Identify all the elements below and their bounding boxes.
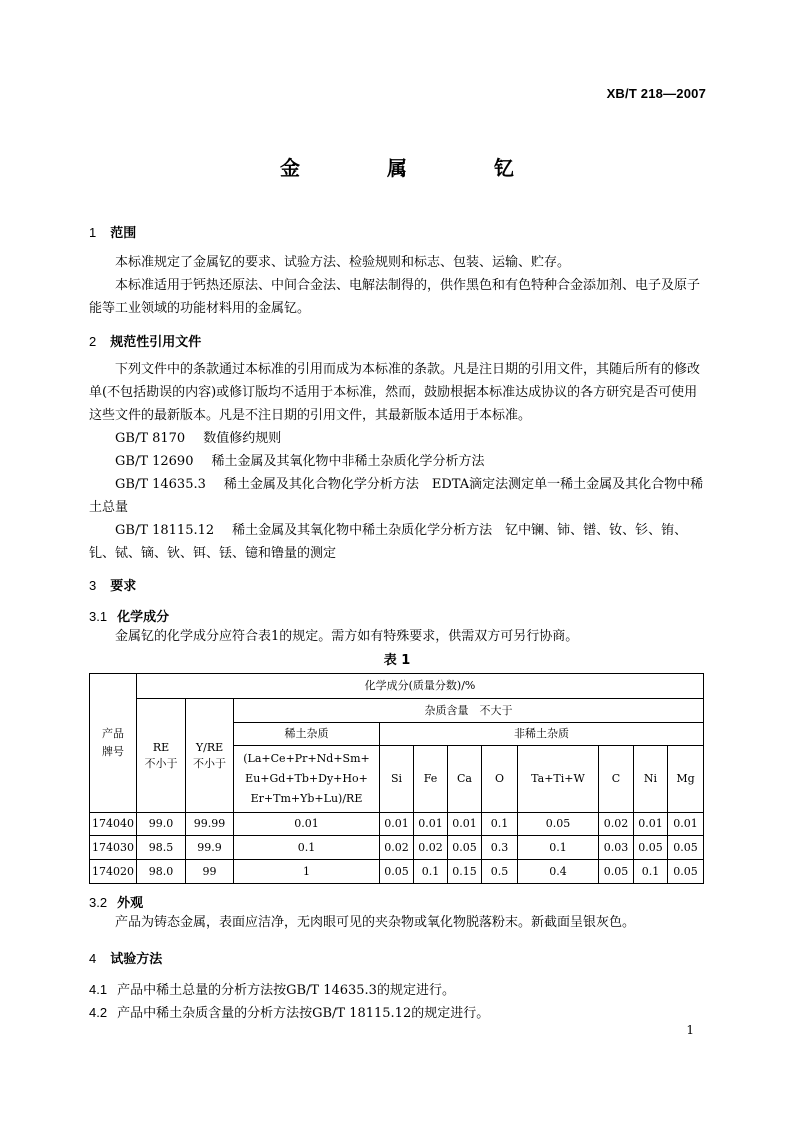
table-row: 174040 99.0 99.99 0.01 0.01 0.01 0.01 0.1 0.05 0.02 0.01 0.01 [90, 813, 704, 836]
chemical-composition-table [89, 673, 704, 884]
header-composition: 化学成分(质量分数)/% [137, 674, 704, 699]
table-row: 174020 98.0 99 1 0.05 0.1 0.15 0.5 0.4 0.05 0.1 0.05 [90, 860, 704, 884]
section-4-heading [89, 948, 162, 967]
reference-code: GB/T 12690 [115, 454, 194, 469]
reference-title: 稀土金属及其氧化物中稀土杂质化学分析方法 钇中镧、铈、镨、钕、钐、铕、钆、铽、镝、钬、铒、铥、镱和镥量的测定 [89, 523, 688, 561]
header-element: C [599, 746, 634, 813]
reference-item [115, 427, 281, 450]
section-number: 4.2 [89, 1005, 108, 1020]
reference-title: 稀土金属及其氧化物中非稀土杂质化学分析方法 [211, 454, 485, 469]
reference-code: GB/T 18115.12 [115, 523, 215, 538]
clause-4-2 [89, 1002, 489, 1021]
section-3-1-heading [89, 606, 169, 625]
table-row: 174030 98.5 99.9 0.1 0.02 0.02 0.05 0.3 0.1 0.03 0.05 0.05 [90, 836, 704, 860]
section-title: 试验方法 [110, 952, 163, 967]
header-rare-impurity: 稀土杂质 [234, 723, 380, 746]
table-caption: 表 1 [383, 653, 411, 668]
header-rare-formula: (La+Ce+Pr+Nd+Sm+ Eu+Gd+Tb+Dy+Ho+ Er+Tm+Yb+Lu)/RE [234, 746, 380, 813]
section-title: 外观 [117, 896, 144, 911]
header-re: RE 不小于 [137, 699, 186, 813]
header-element: Ca [448, 746, 482, 813]
reference-title: 数值修约规则 [203, 431, 282, 446]
section-1-heading [89, 222, 136, 241]
reference-code: GB/T 8170 [115, 431, 186, 446]
section-3-2-heading [89, 892, 143, 911]
section-number: 2 [89, 334, 97, 349]
clause-text: 产品中稀土总量的分析方法按GB/T 14635.3的规定进行。 [117, 983, 455, 998]
section-title: 范围 [110, 226, 137, 241]
paragraph: 下列文件中的条款通过本标准的引用而成为本标准的条款。凡是注日期的引用文件，其随后所有的修改单(不包括勘误的内容)或修订版均不适用于本标准，然而，鼓励根据本标准达成协议的各方研究是否可使用这些文件的最新版本。凡是不注日期的引用文件，其最新版本适用于本标准。 [89, 362, 701, 423]
document-title: 金 属 钇 [280, 156, 554, 180]
header-element: O [482, 746, 518, 813]
standard-code: XB/T 218—2007 [606, 86, 706, 101]
header-impurity: 杂质含量 不大于 [234, 699, 704, 723]
clause-4-1 [89, 979, 455, 998]
clause-text: 产品中稀土杂质含量的分析方法按GB/T 18115.12的规定进行。 [117, 1006, 490, 1021]
section-2-heading [89, 331, 201, 350]
header-element: Mg [668, 746, 704, 813]
section-number: 3.2 [89, 895, 108, 910]
section-title: 规范性引用文件 [110, 335, 202, 350]
paragraph: 本标准规定了金属钇的要求、试验方法、检验规则和标志、包装、运输、贮存。 [115, 255, 571, 270]
header-element: Fe [414, 746, 448, 813]
paragraph: 金属钇的化学成分应符合表1的规定。需方如有特殊要求，供需双方可另行协商。 [115, 629, 579, 644]
section-number: 4.1 [89, 982, 108, 997]
reference-item [115, 450, 485, 473]
section-number: 3.1 [89, 609, 108, 624]
paragraph: 本标准适用于钙热还原法、中间合金法、电解法制得的，供作黑色和有色特种合金添加剂、电子及原子能等工业领域的功能材料用的金属钇。 [89, 278, 701, 316]
section-number: 3 [89, 578, 97, 593]
header-nonrare-impurity: 非稀土杂质 [380, 723, 704, 746]
section-number: 4 [89, 951, 97, 966]
header-grade: 产品牌号 [90, 674, 137, 813]
reference-item [89, 473, 705, 519]
header-element: Si [380, 746, 414, 813]
section-number: 1 [89, 225, 97, 240]
reference-item [89, 519, 705, 565]
header-element: Ta+Ti+W [518, 746, 599, 813]
reference-title: 稀土金属及其化合物化学分析方法 EDTA滴定法测定单一稀土金属及其化合物中稀土总量 [89, 477, 704, 515]
header-element: Ni [634, 746, 668, 813]
section-title: 要求 [110, 579, 137, 594]
reference-code: GB/T 14635.3 [115, 477, 206, 492]
header-y-re: Y/RE 不小于 [186, 699, 234, 813]
section-title: 化学成分 [117, 610, 170, 625]
section-3-heading [89, 575, 136, 594]
paragraph: 产品为铸态金属，表面应洁净，无肉眼可见的夹杂物或氧化物脱落粉末。新截面呈银灰色。 [115, 915, 636, 930]
page-number: 1 [686, 1023, 694, 1037]
